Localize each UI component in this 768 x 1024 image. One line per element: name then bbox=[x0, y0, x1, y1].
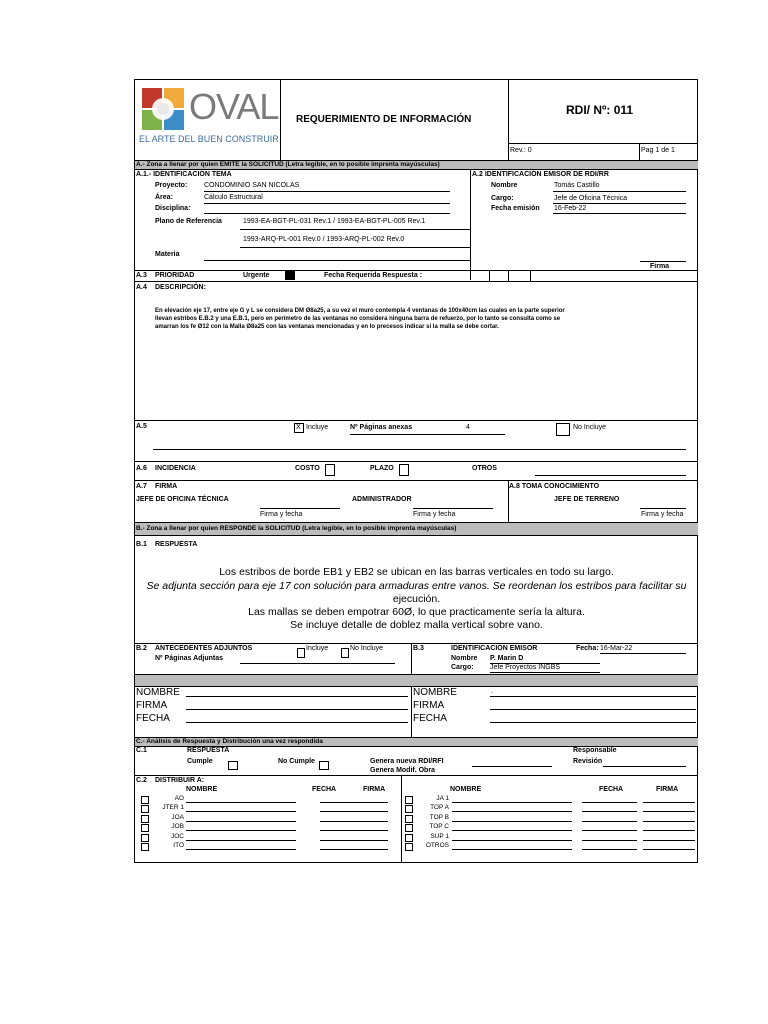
b1-label: B.1 bbox=[136, 541, 147, 548]
logo-word: OVAL bbox=[189, 86, 279, 127]
no-cumple-label: No Cumple bbox=[278, 758, 315, 765]
left-distribution-name: JTER 1 bbox=[162, 804, 184, 811]
left-distribution-name: AO bbox=[174, 795, 184, 802]
section-b-bar: B.- Zona a llenar por quien RESPONDE la SOLICITUD (Letra legible, en lo posible imprenta mayúsculas) bbox=[136, 525, 457, 532]
b3-nombre-label: Nombre bbox=[451, 655, 478, 662]
right-distribution-line bbox=[643, 849, 695, 850]
right-distribution-name: TOP B bbox=[429, 814, 449, 821]
left-distribution-line bbox=[350, 802, 388, 803]
descripcion-line-3: amarran los fe Ø12 con la Malla Ø8a25 con las ventanas mencionadas y en lo precesos indicar si la malla se debe cortar. bbox=[155, 324, 499, 330]
cargo-label: Cargo: bbox=[491, 195, 514, 202]
a7-label: A.7 bbox=[136, 483, 147, 490]
col-nombre-left: NOMBRE bbox=[186, 786, 218, 793]
identificacion-emisor: IDENTIFICACIÓN EMISOR bbox=[451, 645, 538, 652]
descripcion-line-2: llevan estribos E.B.2 y una E.B.1, pero en perímetro de las ventanas no considera ninguna barra de refuerzo, por lo tanto se consulta como se bbox=[155, 316, 561, 322]
administrador-label: ADMINISTRADOR bbox=[352, 496, 412, 503]
right-distribution-line bbox=[643, 821, 695, 822]
b2-incluye-checkbox[interactable] bbox=[297, 648, 305, 658]
proyecto-value: CONDOMINIO SAN NICOLAS bbox=[204, 182, 300, 189]
firma-fecha-2: Firma y fecha bbox=[413, 511, 456, 518]
b3-fecha-label: Fecha: bbox=[576, 645, 599, 652]
paginas-anexas-label: Nº Páginas anexas bbox=[350, 424, 413, 431]
b2-label: B.2 bbox=[136, 645, 147, 652]
right-distribution-line bbox=[452, 840, 572, 841]
revision-label: Revisión bbox=[573, 758, 603, 765]
right-distribution-name: SUP 1 bbox=[430, 833, 449, 840]
c2-label: C.2 bbox=[136, 777, 147, 784]
right-distribution-line bbox=[582, 840, 637, 841]
left-distribution-line bbox=[350, 849, 388, 850]
left-distribution-line bbox=[186, 849, 296, 850]
left-distribution-line bbox=[350, 830, 388, 831]
right-distribution-line bbox=[452, 849, 572, 850]
right-distribution-line bbox=[452, 811, 572, 812]
descripcion-line-1: En elevación eje 17, entre eje G y L se considera DM Ø8a25, a su vez el muro contempla 4 ventanas de 100x40cm las cuales en la parte superior bbox=[155, 308, 565, 314]
costo-checkbox[interactable] bbox=[325, 464, 335, 476]
b3-label: B.3 bbox=[413, 645, 424, 652]
left-distribution-line bbox=[350, 840, 388, 841]
respuesta-label: RESPUESTA bbox=[155, 541, 198, 548]
antecedentes-label: ANTECEDENTES ADJUNTOS bbox=[155, 645, 253, 652]
plazo-checkbox[interactable] bbox=[399, 464, 409, 476]
prioridad-checkbox[interactable] bbox=[285, 271, 295, 280]
fecha-emision-label: Fecha emisión bbox=[491, 205, 540, 212]
respuesta-line-1: Los estribos de borde EB1 y EB2 se ubican en las barras verticales en todo su largo. bbox=[219, 566, 614, 578]
no-incluye-checkbox[interactable] bbox=[556, 423, 570, 436]
right-distribution-line bbox=[643, 802, 695, 803]
section-a-bar: A.- Zona a llenar por quien EMITE la SOLICITUD (Letra legible, en lo posible imprenta mayúsculas) bbox=[136, 161, 440, 168]
otros-label: OTROS bbox=[472, 465, 497, 472]
col-fecha-right: FECHA bbox=[599, 786, 624, 793]
nombre-big-left: NOMBRE bbox=[136, 687, 180, 698]
firma-fecha-1: Firma y fecha bbox=[260, 511, 303, 518]
right-distribution-name: OTROS bbox=[425, 842, 449, 849]
a1-title: A.1.- IDENTIFICACIÓN TEMA bbox=[136, 171, 232, 178]
left-distribution-line bbox=[186, 840, 296, 841]
fecha-requerida-label: Fecha Requerida Respuesta : bbox=[324, 272, 423, 279]
firma-big-left: FIRMA bbox=[136, 700, 168, 711]
right-distribution-line bbox=[452, 830, 572, 831]
col-firma-left: FIRMA bbox=[363, 786, 386, 793]
area-value: Cálculo Estructural bbox=[204, 194, 263, 201]
respuesta-line-2: Se adjunta sección para eje 17 con solución para armaduras entre vanos. Se reordenan los estribos para facilitar su bbox=[146, 580, 687, 592]
b3-nombre-value: P. Marin D bbox=[490, 655, 524, 662]
right-distribution-line bbox=[582, 811, 637, 812]
respuesta-line-4: Las mallas se deben empotrar 60Ø, lo que practicamente sería la altura. bbox=[248, 606, 585, 618]
nombre-label: Nombre bbox=[491, 182, 518, 189]
incluye-label: Incluye bbox=[306, 424, 329, 431]
nombre-dot: . bbox=[491, 688, 493, 695]
a4-label: A.4 bbox=[136, 284, 147, 291]
firma-fecha-3: Firma y fecha bbox=[641, 511, 684, 518]
right-distribution-line bbox=[452, 821, 572, 822]
c1-respuesta-label: RESPUESTA bbox=[187, 747, 230, 754]
right-distribution-name: TOP A bbox=[430, 804, 449, 811]
distribuir-label: DISTRIBUIR A: bbox=[155, 777, 205, 784]
a6-label: A.6 bbox=[136, 465, 147, 472]
plano-value-2: 1993-ARQ-PL-001 Rev.0 / 1993-ARQ-PL-002 Rev.0 bbox=[243, 236, 405, 243]
disciplina-label: Disciplina: bbox=[155, 205, 191, 212]
right-distribution-line bbox=[582, 802, 637, 803]
costo-label: COSTO bbox=[295, 465, 320, 472]
descripcion-label: DESCRIPCIÓN: bbox=[155, 284, 206, 291]
company-logo bbox=[139, 86, 279, 146]
respuesta-line-3: ejecución. bbox=[392, 593, 441, 605]
b2-no-incluye-checkbox[interactable] bbox=[341, 648, 349, 658]
b2-no-incluye-label: No Incluye bbox=[350, 645, 384, 652]
b3-cargo-value: Jefe Proyectos INGBS bbox=[490, 664, 561, 671]
proyecto-label: Proyecto: bbox=[155, 182, 188, 189]
paginas-anexas-value: 4 bbox=[466, 424, 470, 431]
left-distribution-line bbox=[186, 802, 296, 803]
paginas-adjuntas-label: Nº Páginas Adjuntas bbox=[155, 655, 224, 662]
nombre-big-right: NOMBRE bbox=[413, 687, 457, 698]
incidencia-label: INCIDENCIA bbox=[155, 465, 196, 472]
left-distribution-line bbox=[350, 821, 388, 822]
logo-tagline: EL ARTE DEL BUEN CONSTRUIR bbox=[139, 134, 279, 144]
incluye-mark: X bbox=[296, 424, 301, 431]
col-firma-right: FIRMA bbox=[656, 786, 679, 793]
left-distribution-line bbox=[186, 821, 296, 822]
no-incluye-label: No Incluye bbox=[573, 424, 607, 431]
left-distribution-line bbox=[186, 811, 296, 812]
cumple-checkbox[interactable] bbox=[228, 761, 238, 770]
cumple-label: Cumple bbox=[187, 758, 213, 765]
left-distribution-line bbox=[350, 811, 388, 812]
left-distribution-line bbox=[186, 830, 296, 831]
firma-title: FIRMA bbox=[155, 483, 178, 490]
firma-label: Firma bbox=[650, 263, 670, 270]
b3-fecha-value: 16-Mar-22 bbox=[600, 645, 633, 652]
form-title: REQUERIMIENTO DE INFORMACIÓN bbox=[296, 114, 472, 125]
no-cumple-checkbox[interactable] bbox=[319, 761, 329, 770]
prioridad-label: PRIORIDAD bbox=[155, 272, 195, 279]
area-label: Área: bbox=[155, 194, 173, 201]
genera-rdi-label: Genera nueva RDI/RFI bbox=[370, 758, 444, 765]
firma-big-right: FIRMA bbox=[413, 700, 445, 711]
nombre-value: Tomás Castillo bbox=[554, 182, 600, 189]
left-distribution-name: JOA bbox=[171, 814, 184, 821]
jefe-terreno-label: JEFE DE TERRENO bbox=[554, 496, 620, 503]
rdi-number: RDI/ Nº: 011 bbox=[566, 103, 634, 117]
prioridad-value: Urgente bbox=[243, 272, 270, 279]
c1-label: C.1 bbox=[136, 747, 147, 754]
right-distribution-line bbox=[582, 821, 637, 822]
genera-modif-label: Genera Modif. Obra bbox=[370, 767, 435, 774]
jefe-oficina-label: JEFE DE OFICINA TÉCNICA bbox=[136, 496, 229, 503]
right-distribution-line bbox=[643, 830, 695, 831]
left-distribution-name: JOC bbox=[171, 833, 184, 840]
b3-cargo-label: Cargo: bbox=[451, 664, 474, 671]
page-count: Pag 1 de 1 bbox=[641, 147, 675, 154]
responsable-label: Responsable bbox=[573, 747, 617, 754]
right-distribution-line bbox=[582, 849, 637, 850]
col-nombre-right: NOMBRE bbox=[450, 786, 482, 793]
right-distribution-name: JA 1 bbox=[436, 795, 449, 802]
b2-incluye-label: Incluye bbox=[306, 645, 329, 652]
left-distribution-name: JOB bbox=[171, 823, 184, 830]
right-distribution-line bbox=[582, 830, 637, 831]
right-distribution-line bbox=[452, 802, 572, 803]
left-distribution-name: ITO bbox=[173, 842, 184, 849]
plazo-label: PLAZO bbox=[370, 465, 394, 472]
revision: Rev.: 0 bbox=[510, 147, 532, 154]
col-fecha-left: FECHA bbox=[312, 786, 337, 793]
section-c-bar: C.- Análisis de Respuesta y Distribución una vez respondida bbox=[136, 738, 323, 745]
right-distribution-name: TOP C bbox=[429, 823, 449, 830]
fecha-emision-value: 16-Feb-22 bbox=[554, 205, 587, 212]
right-distribution-line bbox=[643, 811, 695, 812]
cargo-value: Jefe de Oficina Técnica bbox=[554, 195, 628, 202]
a5-label: A.5 bbox=[136, 423, 147, 430]
right-distribution-line bbox=[643, 840, 695, 841]
fecha-big-left: FECHA bbox=[136, 713, 170, 724]
plano-label: Plano de Referencia bbox=[155, 218, 222, 225]
plano-value-1: 1993-EA-BGT-PL-031 Rev.1 / 1993-EA-BGT-PL-005 Rev.1 bbox=[243, 218, 426, 225]
a8-title: A.8 TOMA CONOCIMIENTO bbox=[509, 483, 600, 490]
a3-label: A.3 bbox=[136, 272, 147, 279]
respuesta-line-5: Se incluye detalle de doblez malla vertical sobre vano. bbox=[290, 619, 543, 631]
a2-title: A.2 IDENTIFICACIÓN EMISOR DE RDI/RR bbox=[472, 171, 609, 178]
materia-label: Materia bbox=[155, 251, 180, 258]
fecha-big-right: FECHA bbox=[413, 713, 447, 724]
